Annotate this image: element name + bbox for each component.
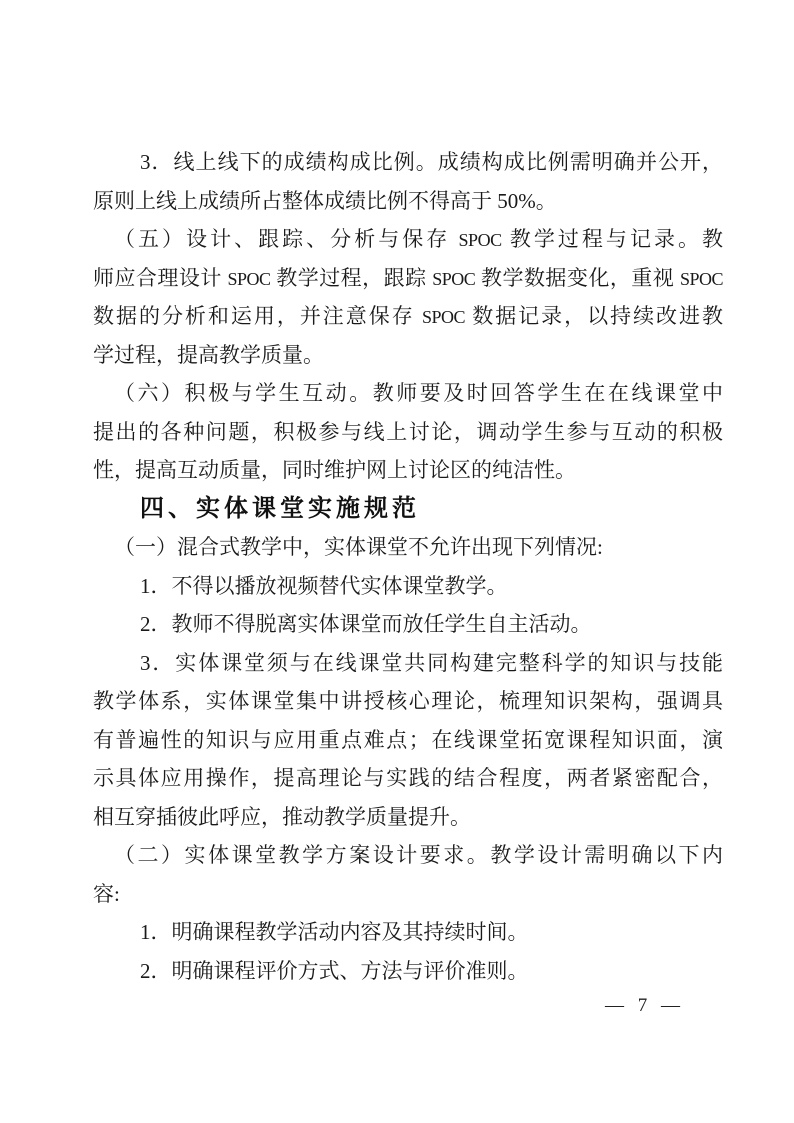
latin-acronym: SPOC — [227, 268, 271, 289]
text-line: 师应合理设计 SPOC 教学过程，跟踪 SPOC 教学数据变化，重视 SPOC — [93, 265, 723, 290]
text-line: （一）混合式教学中，实体课堂不允许出现下列情况: — [114, 535, 603, 559]
text-line: 相互穿插彼此呼应，推动教学质量提升。 — [93, 804, 471, 829]
text-line: （五）设计、跟踪、分析与保存 SPOC 教学过程与记录。教 — [114, 227, 723, 251]
text-line: 有普遍性的知识与应用重点难点；在线课堂拓宽课程知识面，演 — [93, 727, 723, 752]
latin-acronym: SPOC — [432, 268, 476, 289]
text-line: 教学体系，实体课堂集中讲授核心理论，梳理知识架构，强调具 — [93, 689, 723, 713]
page-number: — 7 — — [605, 995, 682, 1016]
document-body — [93, 143, 723, 990]
text-line: 1．不得以播放视频替代实体课堂教学。 — [140, 573, 508, 598]
text-line: 3．实体课堂须与在线课堂共同构建完整科学的知识与技能 — [140, 650, 723, 675]
text-line: 原则上线上成绩所占整体成绩比例不得高于 50%。 — [93, 188, 557, 213]
text-line: 学过程，提高教学质量。 — [93, 342, 324, 367]
text-line: 性，提高互动质量，同时维护网上讨论区的纯洁性。 — [93, 458, 576, 482]
text-line: 3．线上线下的成绩构成比例。成绩构成比例需明确并公开， — [140, 150, 723, 174]
text-line: 示具体应用操作，提高理论与实践的结合程度，两者紧密配合， — [93, 766, 723, 790]
text-line: 2．教师不得脱离实体课堂而放任学生自主活动。 — [140, 612, 592, 636]
latin-acronym: SPOC — [679, 268, 723, 289]
section-heading: 四、实体课堂实施规范 — [140, 494, 420, 522]
text-line: 2．明确课程评价方式、方法与评价准则。 — [140, 958, 529, 983]
latin-acronym: SPOC — [421, 307, 465, 327]
text-line: （二）实体课堂教学方案设计要求。教学设计需明确以下内 — [114, 843, 723, 867]
latin-acronym: SPOC — [458, 230, 502, 250]
text-line: 数据的分析和运用，并注意保存 SPOC 数据记录，以持续改进教 — [93, 304, 723, 328]
text-line: 容: — [93, 881, 120, 906]
text-line: （六）积极与学生互动。教师要及时回答学生在在线课堂中 — [114, 381, 723, 405]
text-line: 提出的各种问题，积极参与线上讨论，调动学生参与互动的积极 — [93, 419, 723, 444]
text-line: 1．明确课程教学活动内容及其持续时间。 — [140, 920, 529, 944]
